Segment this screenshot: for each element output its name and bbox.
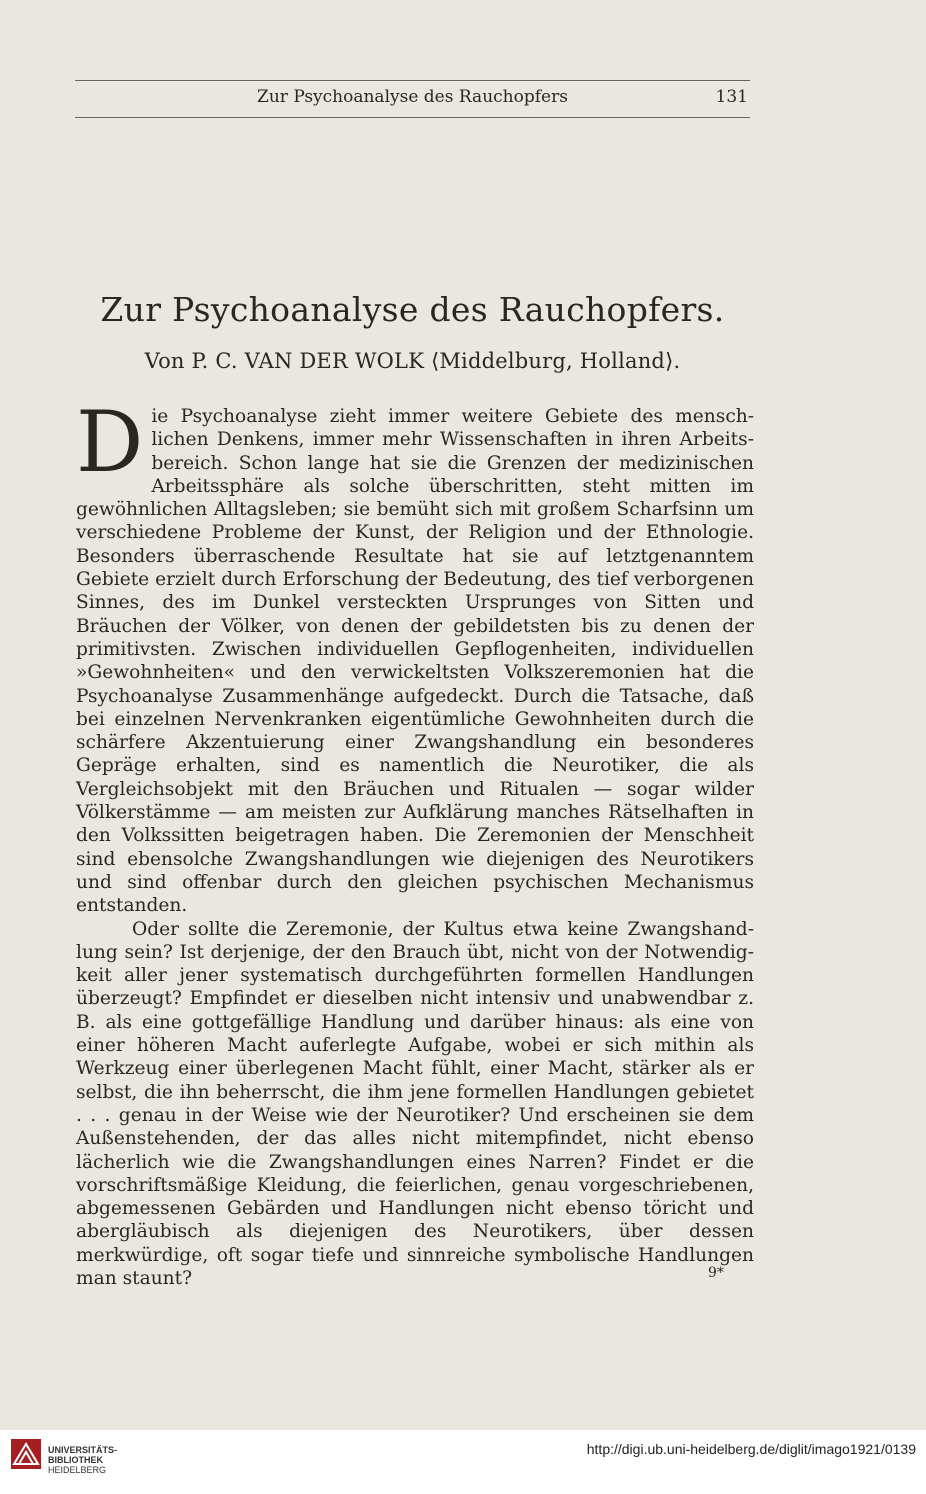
- footer-bar: [0, 1430, 926, 1494]
- drop-cap: D: [76, 393, 144, 491]
- paragraph-1-text: ie Psychoanalyse zieht immer weitere Gebiete des menschlichen Denkens, immer mehr Wissenschaften in ihren Arbeitsbereich. Schon lange hat sie die Grenzen der medizinischen Arbeitssphäre als solche überschritten, steht mitten im gewöhnlichen Alltagsleben; sie bemüht sich mit großem Scharfsinn um verschiedene Probleme der Kunst, der Religion und der Ethnologie. Besonders überraschende Resultate hat sie auf letztgenanntem Gebiete erzielt durch Erforschung der Bedeutung, des tief verborgenen Sinnes, des im Dunkel versteckten Ursprunges von Sitten und Bräuchen der Völker, von denen der gebildetsten bis zu denen der primitivsten. Zwischen individuellen Gepflogenheiten, individuellen »Gewohnheiten« und den verwickeltsten Volkszeremonien hat die Psychoanalyse Zusammenhänge aufgedeckt. Durch die Tatsache, daß bei einzelnen Nervenkranken eigentümliche Gewohnheiten durch die schärfere Akzentuierung einer Zwangshandlung ein besonderes Gepräge erhalten, sind es namentlich die Neurotiker, die als Vergleichsobjekt mit den Bräuchen und Ritualen — sogar wilder Völkerstämme — am meisten zur Aufklärung manches Rätselhaften in den Volkssitten beigetragen haben. Die Zeremonien der Menschheit sind ebensolche Zwangshandlungen wie diejenigen des Neurotikers und sind offenbar durch den gleichen psychischen Mechanismus entstanden.: [76, 406, 754, 917]
- article-title: Zur Psychoanalyse des Rauchopfers.: [100, 290, 725, 329]
- library-line-3: HEIDELBERG: [48, 1465, 107, 1475]
- running-title: Zur Psychoanalyse des Rauchopfers: [257, 87, 568, 107]
- header-rule-top: [75, 80, 750, 81]
- library-line-2: BIBLIOTHEK: [48, 1455, 103, 1465]
- header-rule-bottom: [75, 117, 750, 118]
- university-library-logo-icon: [10, 1438, 42, 1470]
- paragraph-1: [76, 393, 754, 918]
- paragraph-2: Oder sollte die Zeremonie, der Kultus etwa keine Zwangshandlung sein? Ist derjenige, der den Brauch übt, nicht von der Notwendigkeit aller jener systematisch durchgeführten formellen Handlungen überzeugt? Empfindet er dieselben nicht intensiv und unabwendbar z. B. als eine gottgefällige Handlung und darüber hinaus: als eine von einer höheren Macht auferlegte Aufgabe, wobei er sich mithin als Werkzeug einer überlegenen Macht fühlt, einer Macht, stärker als er selbst, die ihn beherrscht, die ihm jene formellen Handlungen gebietet . . . genau in der Weise wie der Neurotiker? Und erscheinen sie dem Außenstehenden, der das alles nicht mitempfindet, nicht ebenso lächerlich wie die Zwangshandlungen eines Narren? Findet er die vorschriftsmäßige Kleidung, die feierlichen, genau vorgeschriebenen, abgemessenen Gebärden und Handlungen nicht ebenso töricht und abergläubisch als diejenigen des Neurotikers, über dessen merkwürdige, oft sogar tiefe und sinnreiche symbolische Handlungen man staunt?: [76, 918, 754, 1289]
- running-head: [75, 87, 750, 115]
- page-number: 131: [715, 87, 748, 107]
- permalink-url[interactable]: http://digi.ub.uni-heidelberg.de/diglit/imago1921/0139: [586, 1441, 916, 1457]
- library-name: [48, 1445, 117, 1475]
- signature-mark: 9*: [708, 1265, 724, 1281]
- article-body: [76, 393, 754, 1290]
- library-line-1: UNIVERSITÄTS-: [48, 1445, 118, 1455]
- article-byline: Von P. C. VAN DER WOLK ⟨Middelburg, Holland⟩.: [144, 349, 681, 373]
